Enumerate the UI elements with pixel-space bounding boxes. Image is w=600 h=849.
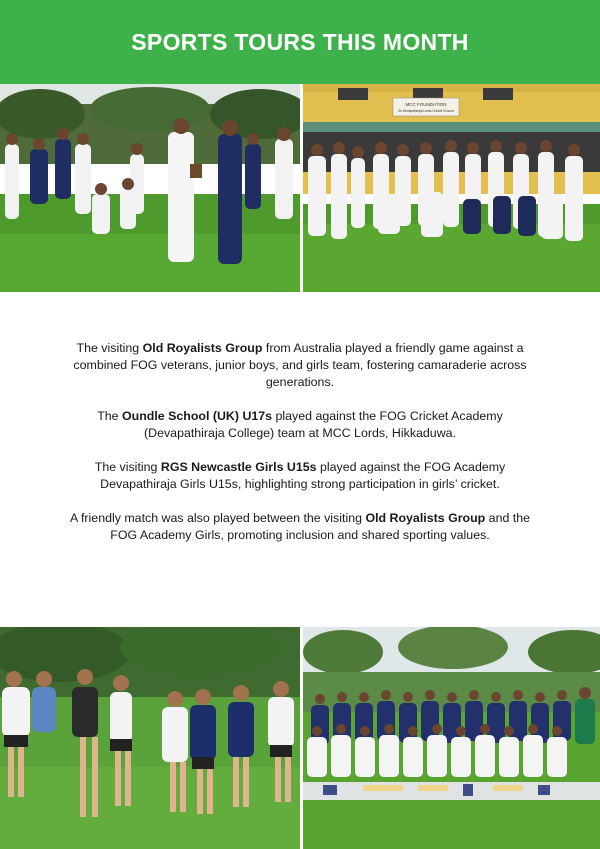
team-name: Oundle School (UK) U17s <box>121 409 273 423</box>
paragraph-text: and the FOG Academy Girls, promoting inclusion and shared sporting values. <box>110 511 531 542</box>
paragraph-friendly-match <box>60 510 540 544</box>
photo-group-trophies <box>303 627 600 849</box>
paragraph-rgs-newcastle <box>60 459 540 493</box>
paragraph-old-royalists <box>60 340 540 391</box>
banner-line1: MCC FOUNDATION <box>405 102 447 107</box>
paragraph-text: from Australia played a friendly game against a combined FOG veterans, junior boys, and girls team, fostering camaraderie across generations. <box>73 341 527 389</box>
page-header <box>0 0 600 84</box>
banner-line2: Sir Devapathiraja Lords Cricket Ground <box>398 109 454 113</box>
paragraph-text: played against the FOG Academy Devapathiraja Girls U15s, highlighting strong participation in girls’ cricket. <box>100 460 506 491</box>
paragraph-oundle-school <box>60 408 540 442</box>
photo-team-pavilion <box>303 84 600 292</box>
paragraph-text: The visiting <box>76 341 143 355</box>
paragraph-text: A friendly match was also played between the visiting <box>69 511 366 525</box>
photo-award-ceremony <box>0 84 300 292</box>
photo-girls-team <box>0 627 300 849</box>
paragraph-text: The visiting <box>94 460 161 474</box>
paragraph-text: played against the FOG Cricket Academy (Devapathiraja College) team at MCC Lords, Hikkaduwa. <box>144 409 503 440</box>
team-name: RGS Newcastle Girls U15s <box>160 460 317 474</box>
team-name: Old Royalists Group <box>365 511 486 525</box>
team-name: Old Royalists Group <box>142 341 263 355</box>
article-body <box>60 340 540 561</box>
page-title: SPORTS TOURS THIS MONTH <box>131 28 469 55</box>
paragraph-text: The <box>97 409 122 423</box>
